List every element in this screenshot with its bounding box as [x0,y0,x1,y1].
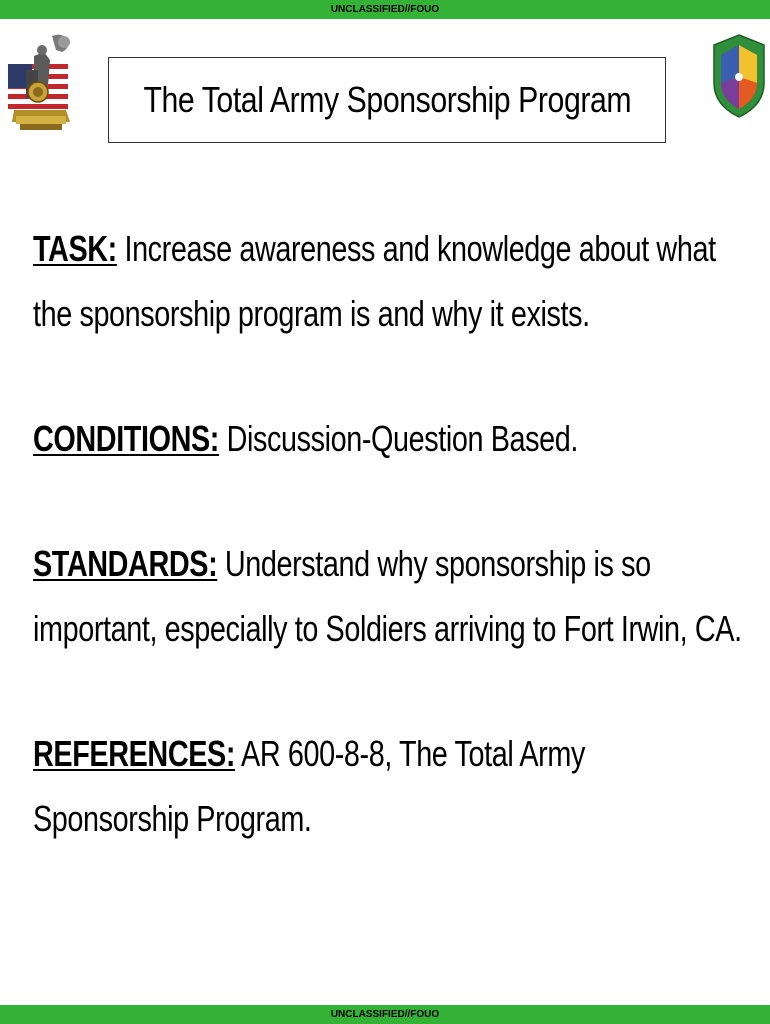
standards-paragraph [33,531,745,661]
title-box [108,57,666,143]
standards-text: Understand why sponsorship is so important, especially to Soldiers arriving to Fort Irwin, CA. [33,543,742,649]
classification-label-top: UNCLASSIFIED//FOUO [330,4,440,15]
references-label: REFERENCES: [33,733,236,774]
references-text: AR 600-8-8, The Total Army Sponsorship Program. [33,733,585,839]
ntc-shield-icon [712,33,766,119]
conditions-paragraph [33,406,745,471]
references-paragraph [33,721,745,851]
slide-content [33,216,753,851]
classification-banner-bottom [0,1005,770,1024]
task-text: Increase awareness and knowledge about what the sponsorship program is and why it exists. [33,228,716,334]
task-paragraph [33,216,745,346]
conditions-label: CONDITIONS: [33,418,219,459]
classification-banner-top [0,0,770,19]
conditions-text: Discussion-Question Based. [219,418,578,459]
classification-label-bottom: UNCLASSIFIED//FOUO [330,1009,440,1020]
task-label: TASK: [33,228,117,269]
standards-label: STANDARDS: [33,543,218,584]
army-emblem-icon [4,30,80,134]
page-title: The Total Army Sponsorship Program [143,79,631,120]
